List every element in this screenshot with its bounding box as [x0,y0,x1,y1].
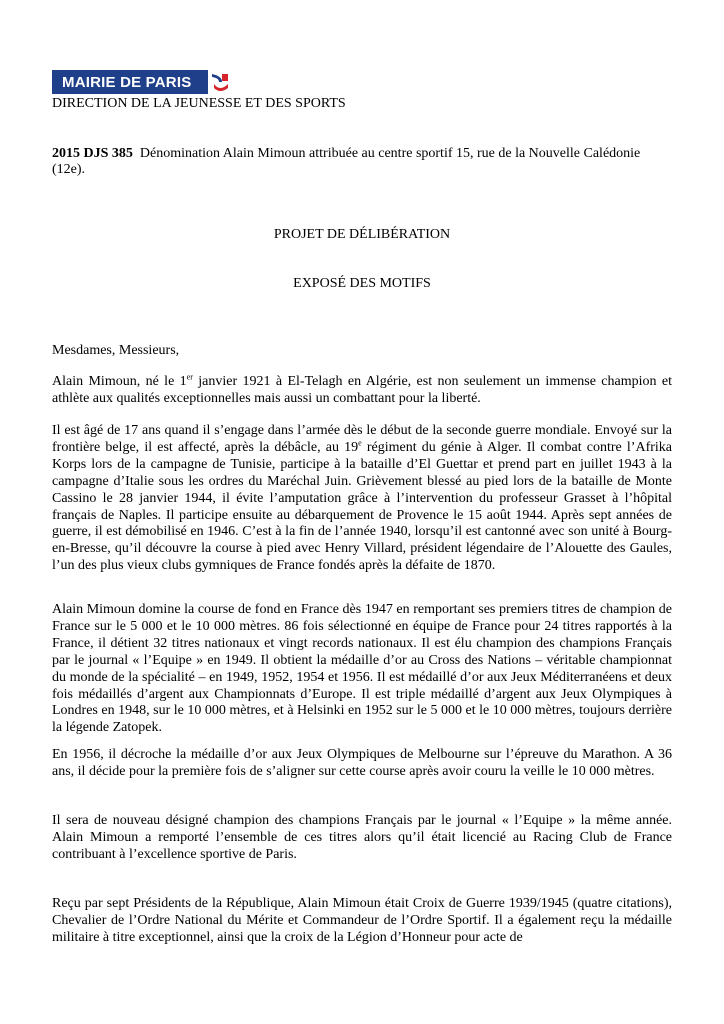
document-heading: PROJET DE DÉLIBÉRATION [273,227,451,242]
paragraph-2-superscript: e [358,438,362,448]
paragraph-2-text-b: régiment du génie à Alger. Il combat contre l’Afrika Korps lors de la campagne de Tunisie, participe à la bataille d’El Guettar et prend part en juillet 1943 à la campagne d’Italie sous les ordres du Maréchal Juin. Grièvement blessé au pied lors de la bataille de Monte Cassino le 28 janvier 1944, il évite l’amputation grâce à l’intervention du professeur Grasset à l’hôpital français de Naples. Il participe ensuite au débarquement de Provence le 15 août 1944. Après sept années de guerre, il est démobilisé en 1946. C’est à la fin de l’année 1940, lorsqu’il est cantonné avec son unité à Bourg-en-Bresse, qu’il découvre la course à pied avec Henry Villard, président légendaire de l’Alouette des Gaules, l’un des plus vieux clubs gymniques de France fondés après la défaite de 1870. [52,439,672,574]
logo-text: MAIRIE DE PARIS [62,73,192,91]
paragraph-2 [52,423,672,575]
reference-code: 2015 DJS 385 [52,146,133,161]
document-subheading: EXPOSÉ DES MOTIFS [293,276,431,291]
paris-logo-icon [208,70,232,94]
paragraph-1 [52,374,672,408]
paragraph-3: Alain Mimoun domine la course de fond en France dès 1947 en remportant ses premiers titres de champion de France sur le 5 000 et le 10 000 mètres. 86 fois sélectionné en équipe de France pour 24 titres rapportés à la France, il détient 32 titres nationaux et vingt records nationaux. Il est élu champion des champions Français par le journal « l’Equipe » en 1949. Il obtient la médaille d’or au Cross des Nations – véritable championnat du monde de la spécialité – en 1949, 1952, 1954 et 1956. Il est médaillé d’or aux Jeux Méditerranéens et deux fois médaillés d’argent aux Championnats d’Europe. Il est triple médaillé d’argent aux Jeux Olympiques à Londres en 1948, sur le 10 000 mètres, et à Helsinki en 1952 sur le 5 000 et le 10 000 mètres, toujours derrière la légende Zatopek. [52,602,672,736]
paragraph-6: Reçu par sept Présidents de la République, Alain Mimoun était Croix de Guerre 1939/1945 (quatre citations), Chevalier de l’Ordre National du Mérite et Commandeur de l’Ordre Sportif. Il a également reçu la médaille militaire à titre exceptionnel, ainsi que la croix de la Légion d’Honneur pour acte de [52,896,672,945]
salutation: Mesdames, Messieurs, [52,343,180,358]
reference-title: Dénomination Alain Mimoun attribuée au centre sportif 15, rue de la Nouvelle Calédonie (12e). [52,146,641,177]
paragraph-1-text-b: janvier 1921 à El-Telagh en Algérie, est non seulement un immense champion et athlète aux qualités exceptionnelles mais aussi un combattant pour la liberté. [52,374,672,406]
paragraph-4: En 1956, il décroche la médaille d’or aux Jeux Olympiques de Melbourne sur l’épreuve du Marathon. A 36 ans, il décide pour la première fois de s’aligner sur cette course après avoir couru la veille le 10 000 mètres. [52,747,672,779]
department-name: DIRECTION DE LA JEUNESSE ET DES SPORTS [52,96,346,111]
paragraph-2-text-a: Il est âgé de 17 ans quand il s’engage dans l’armée dès le début de la seconde guerre mondiale. Envoyé sur la frontière belge, il est affecté, après la débâcle, au 19 [52,423,672,455]
mairie-de-paris-logo [52,70,232,94]
paragraph-1-superscript: er [186,372,193,382]
paragraph-1-text-a: Alain Mimoun, né le 1 [52,374,187,389]
deliberation-reference [52,146,672,178]
paragraph-5: Il sera de nouveau désigné champion des champions Français par le journal « l’Equipe » la même année. Alain Mimoun a remporté l’ensemble de ces titres alors qu’il était licencié au Racing Club de France contribuant à l’excellence sportive de Paris. [52,813,672,862]
